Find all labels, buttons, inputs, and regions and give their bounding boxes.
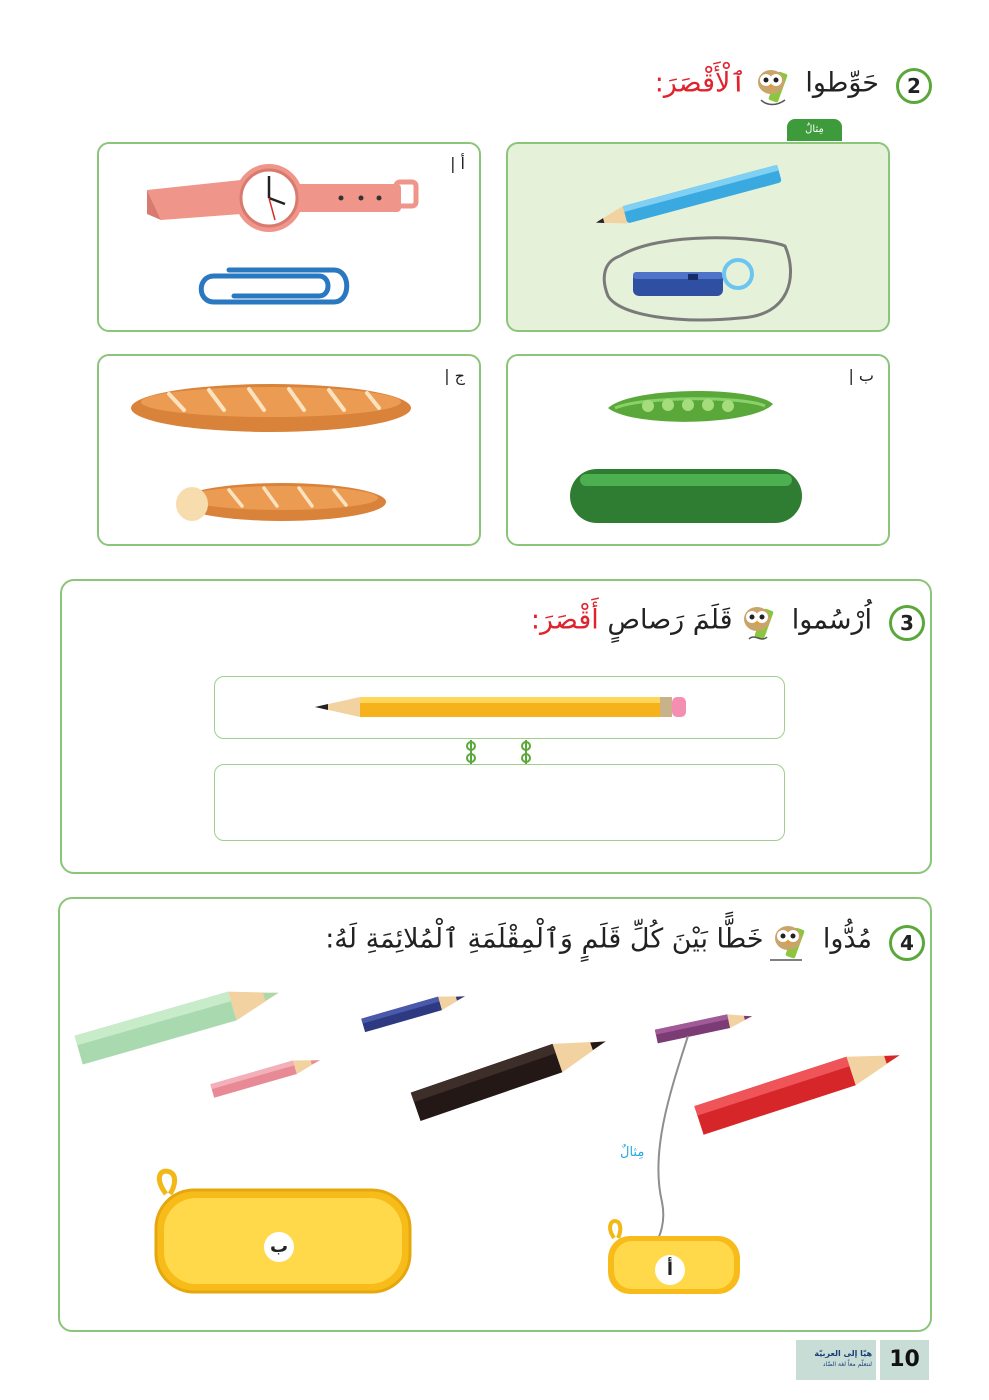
pea-pod-icon bbox=[603, 386, 783, 431]
exercise-4-title bbox=[325, 922, 872, 958]
exercise-3-title bbox=[531, 603, 872, 639]
example-label: مِثالٌ bbox=[620, 1145, 645, 1160]
red-pencil[interactable] bbox=[690, 1040, 915, 1135]
box-c bbox=[97, 354, 481, 546]
page-number: 10 bbox=[880, 1340, 929, 1380]
exercise-4-instruction: خَطًّا بَيْنَ كُلِّ قَلَمٍ وَٱلْمِقْلَمَةِ ٱلْمُلائِمَةِ لَهُ: bbox=[325, 923, 764, 955]
long-baguette-icon bbox=[129, 380, 419, 440]
exercise-3-number: 3 bbox=[889, 605, 925, 641]
paperclip-icon bbox=[199, 262, 359, 312]
yellow-pencil-icon bbox=[310, 692, 690, 722]
pink-pencil[interactable] bbox=[206, 1050, 331, 1100]
case-label-a: أ bbox=[655, 1255, 685, 1285]
case-label-b: ب bbox=[264, 1232, 294, 1262]
blue-whistle-icon bbox=[628, 254, 758, 304]
exercise-2-title bbox=[655, 66, 879, 102]
cucumber-icon bbox=[568, 466, 808, 526]
exercise-2-verb: حَوِّطوا bbox=[805, 67, 879, 99]
publisher-logo bbox=[796, 1340, 876, 1380]
owl-pencil-icon bbox=[741, 603, 783, 639]
owl-pencil-icon bbox=[755, 66, 797, 102]
exercise-4-number: 4 bbox=[889, 925, 925, 961]
short-baguette-icon bbox=[174, 480, 394, 530]
light-green-pencil[interactable] bbox=[72, 978, 302, 1058]
drawing-area[interactable] bbox=[214, 764, 785, 841]
exercise-3-object: قَلَمَ رَصاصٍ bbox=[607, 604, 733, 636]
reference-pencil-lane bbox=[214, 676, 785, 739]
box-b bbox=[506, 354, 890, 546]
exercise-4-verb: مُدُّوا bbox=[822, 923, 872, 955]
example-box bbox=[506, 142, 890, 332]
example-tab: مِثالٌ bbox=[787, 119, 842, 141]
exercise-2-number: 2 bbox=[896, 68, 932, 104]
exercise-3-keyword: أَقْصَرَ: bbox=[530, 604, 599, 636]
box-a-letter: أ | bbox=[450, 154, 465, 173]
exercise-3-verb: اُرْسُموا bbox=[791, 604, 872, 636]
logo-line-1: هيّا إلى العربيّة bbox=[814, 1349, 872, 1358]
box-a bbox=[97, 142, 481, 332]
blue-pencil-icon bbox=[583, 169, 793, 229]
box-c-letter: ج | bbox=[444, 366, 465, 385]
logo-line-2: لنتعلّم معاً لغة الضّاد bbox=[822, 1361, 872, 1368]
exercise-2-keyword: ٱلْأَقْصَرَ: bbox=[654, 67, 747, 99]
wristwatch-icon bbox=[141, 162, 421, 242]
owl-pencil-icon bbox=[772, 922, 814, 958]
box-b-letter: ب | bbox=[848, 366, 874, 385]
black-pencil[interactable] bbox=[406, 1028, 621, 1118]
